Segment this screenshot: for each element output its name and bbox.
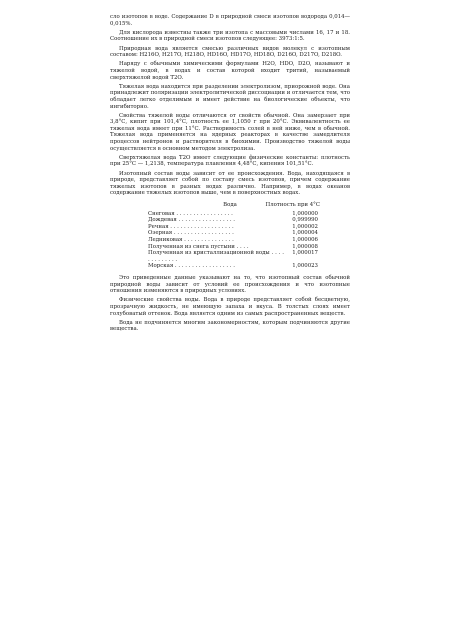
text-body-top [110,14,350,197]
table-row [148,244,318,251]
table-row-value: 0,999990 [292,217,318,224]
paragraph: Свойства тяжелой воды отличаются от свойств обычной. Она замерзает при 3,8°С, кипит при 101,4°С, плотность ее 1,1050 г при 20°С. Эквивалентность ее тяжелая вода имеет при 11°С. Растворимость солей в ней ниже, чем в обычной. Тяжелая вода применяется на ядерных реакторах в качестве замедлителя процессов нейтронов и растворителя в биохимии. Производство тяжелой воды осуществляется в основном методом электролиза. [110,112,350,152]
paragraph: Физические свойства воды. Вода в природе представляет собой бесцветную, прозрачную жидкость, не имеющую запаха и вкуса. В толстых слоях имеет голубоватый оттенок. Вода является одним из самых распространенных веществ. [110,297,350,317]
paragraph: Изотопный состав воды зависит от ее происхождения. Вода, находящаяся в природе, представляет собой по составу смесь изотопов, причем содержание тяжелых изотопов в разных водах различно. Например, в водах океанов содержание тяжелых изотопов выше, чем в поверхностных водах. [110,170,350,197]
density-table [148,211,318,270]
table-title: Вода [223,202,237,208]
table-row-name: Озерная . . . . . . . . . . . . . . . . . . [148,230,234,237]
table-row-value: 1,000000 [292,210,318,217]
table-row [148,263,318,270]
text-column [110,14,350,335]
table-header [110,202,350,209]
paragraph: сло изотопов в воде. Содержание D в природной смеси изотопов водорода 0,014—0,015%. [110,14,350,27]
table-row-value: 1,000006 [292,236,318,243]
paragraph: Сверхтяжелая вода T2O имеет следующие физические константы: плотность при 25°С — 1,2138, температура плавления 4,48°С, кипения 101,51°С. [110,154,350,168]
table-row [148,224,318,231]
paragraph: Тяжелая вода находится при разделении электролизом, приорожной воде. Она принадлежит поляризации электролитической диссоциации и отличается тем, что обладает легко отделимым и имеет действие на биологические объекты, что ингибиторно. [110,83,350,110]
table-row [148,217,318,224]
table-row-value: 1,000017 [292,250,318,257]
table-row-value: 1,000002 [292,223,318,230]
table-row-name: Ледниковая . . . . . . . . . . . . . . . [148,236,234,243]
table-row-name: Снеговая . . . . . . . . . . . . . . . . . [148,210,233,217]
paragraph: Для кислорода известны также три изотопа с массовыми числами 16, 17 и 18. Соотношение их в природной смеси изотопов следующее: 3973:1:5. [110,29,350,43]
table-row [148,237,318,244]
paragraph: Это приведенные данные указывают на то, что изотопный состав обычной природной воды зависит от условий ее происхождения и что изотопные отношения изменяются в природных условиях. [110,274,350,295]
table-row-name: Полученная из снега пустыни . . . . [148,243,249,250]
table-row-value: 1,000008 [292,243,318,250]
table-row [148,230,318,237]
table-row [148,211,318,218]
text-body-bottom [110,275,350,333]
table-row [148,250,318,263]
table-row-name: Полученная из кристаллизационной воды . . . . . . . . . . . . . [148,250,284,263]
paragraph: Вода не подчиняется многим закономерностям, которым подчиняются другие вещества. [110,319,350,333]
table-row-name: Дождевая . . . . . . . . . . . . . . . . . [148,217,236,224]
paragraph: Природная вода является смесью различных видов молекул с изотопным составом: H216O, H217O, H218O, HD16O, HD17O, HD18O, D216O, D217O, D218O. [110,45,350,59]
table-row-value: 1,000023 [292,263,318,270]
paragraph: Наряду с обычными химическими формулами H2O, HDO, D2O, называют и тяжелой водой, в водах и состав которой входит тритий, называемый сверхтяжелой водой T2O. [110,61,350,81]
table-column-header: Плотность при 4°С [265,202,320,208]
table-row-value: 1,000004 [292,230,318,237]
table-row-name: Морская . . . . . . . . . . . . . . . . . . [148,263,235,270]
table-row-name: Речная . . . . . . . . . . . . . . . . . . . [148,223,234,230]
